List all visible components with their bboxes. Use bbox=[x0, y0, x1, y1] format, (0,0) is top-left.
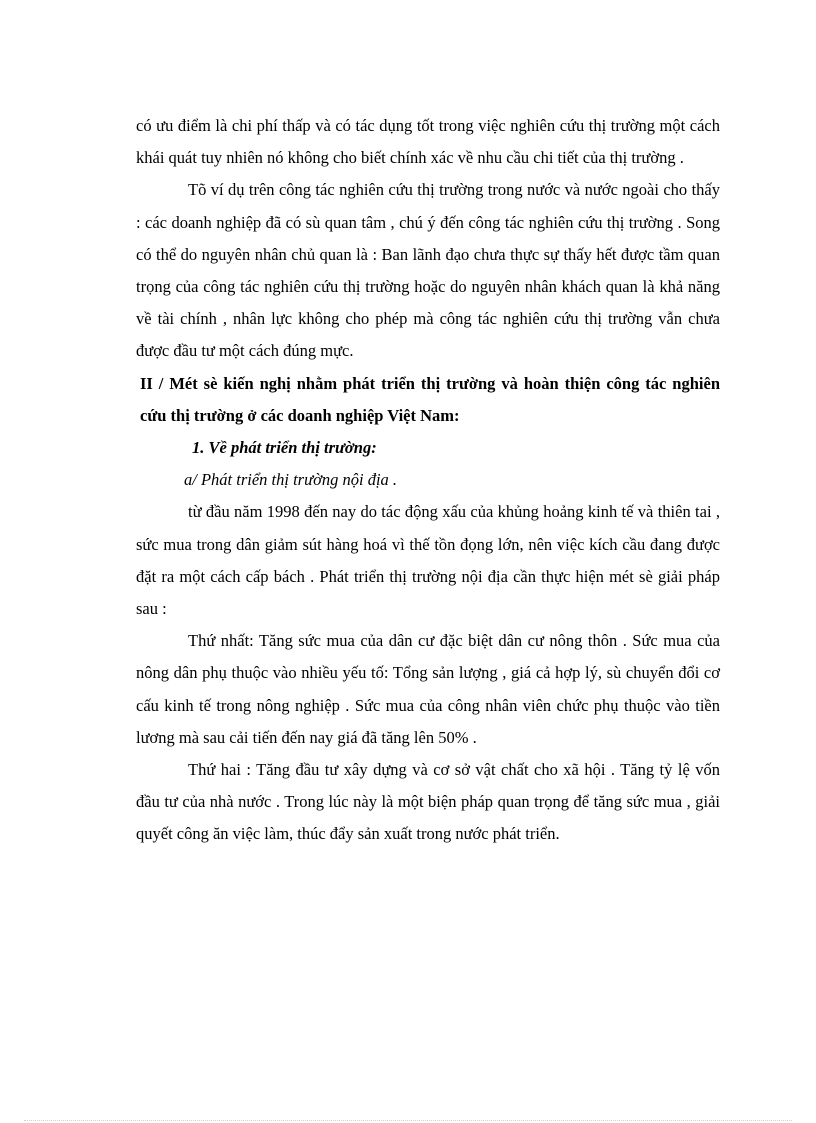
paragraph-2: Tõ ví dụ trên công tác nghiên cứu thị trường trong nước và nước ngoài cho thấy : các doanh nghiệp đã có sù quan tâm , chú ý đến công tác nghiên cứu thị trường . Song có thể do nguyên nhân chủ quan là : Ban lãnh đạo chưa thực sự thấy hết được tầm quan trọng của công tác nghiên cứu thị trường hoặc do nguyên nhân khách quan là khả năng về tài chính , nhân lực không cho phép mà công tác nghiên cứu thị trường vẫn chưa được đầu tư một cách đúng mực. bbox=[136, 180, 720, 361]
section-heading: II / Mét sè kiến nghị nhằm phát triển thị trường và hoàn thiện công tác nghiên cứu thị trường ở các doanh nghiệp Việt Nam: bbox=[140, 373, 720, 425]
subsection-heading: 1. Về phát triển thị trường: bbox=[192, 438, 377, 458]
item-heading: a/ Phát triển thị trường nội địa . bbox=[184, 470, 398, 490]
document-body bbox=[136, 110, 720, 851]
paragraph-1: có ưu điểm là chi phí thấp và có tác dụng tốt trong việc nghiên cứu thị trường một cách khái quát tuy nhiên nó không cho biết chính xác về nhu cầu chi tiết của thị trường . bbox=[136, 116, 720, 168]
paragraph-4: Thứ nhất: Tăng sức mua của dân cư đặc biệt dân cư nông thôn . Sức mua của nông dân phụ thuộc vào nhiều yếu tố: Tổng sản lượng , giá cả hợp lý, sù chuyển đổi cơ cấu kinh tế trong nông nghiệp . Sức mua của công nhân viên chức phụ thuộc vào tiền lương mà sau cải tiến đến nay giá đã tăng lên 50% . bbox=[136, 631, 720, 747]
page-bottom-divider bbox=[24, 1120, 792, 1121]
paragraph-5: Thứ hai : Tăng đầu tư xây dựng và cơ sở vật chất cho xã hội . Tăng tỷ lệ vốn đầu tư của nhà nước . Trong lúc này là một biện pháp quan trọng để tăng sức mua , giải quyết công ăn việc làm, thúc đẩy sản xuất trong nước phát triển. bbox=[136, 760, 720, 844]
paragraph-3: từ đầu năm 1998 đến nay do tác động xấu của khủng hoảng kinh tế và thiên tai , sức mua trong dân giảm sút hàng hoá vì thế tồn đọng lớn, nên việc kích cầu đang được đặt ra một cách cấp bách . Phát triển thị trường nội địa cần thực hiện mét sè giải pháp sau : bbox=[136, 502, 720, 619]
